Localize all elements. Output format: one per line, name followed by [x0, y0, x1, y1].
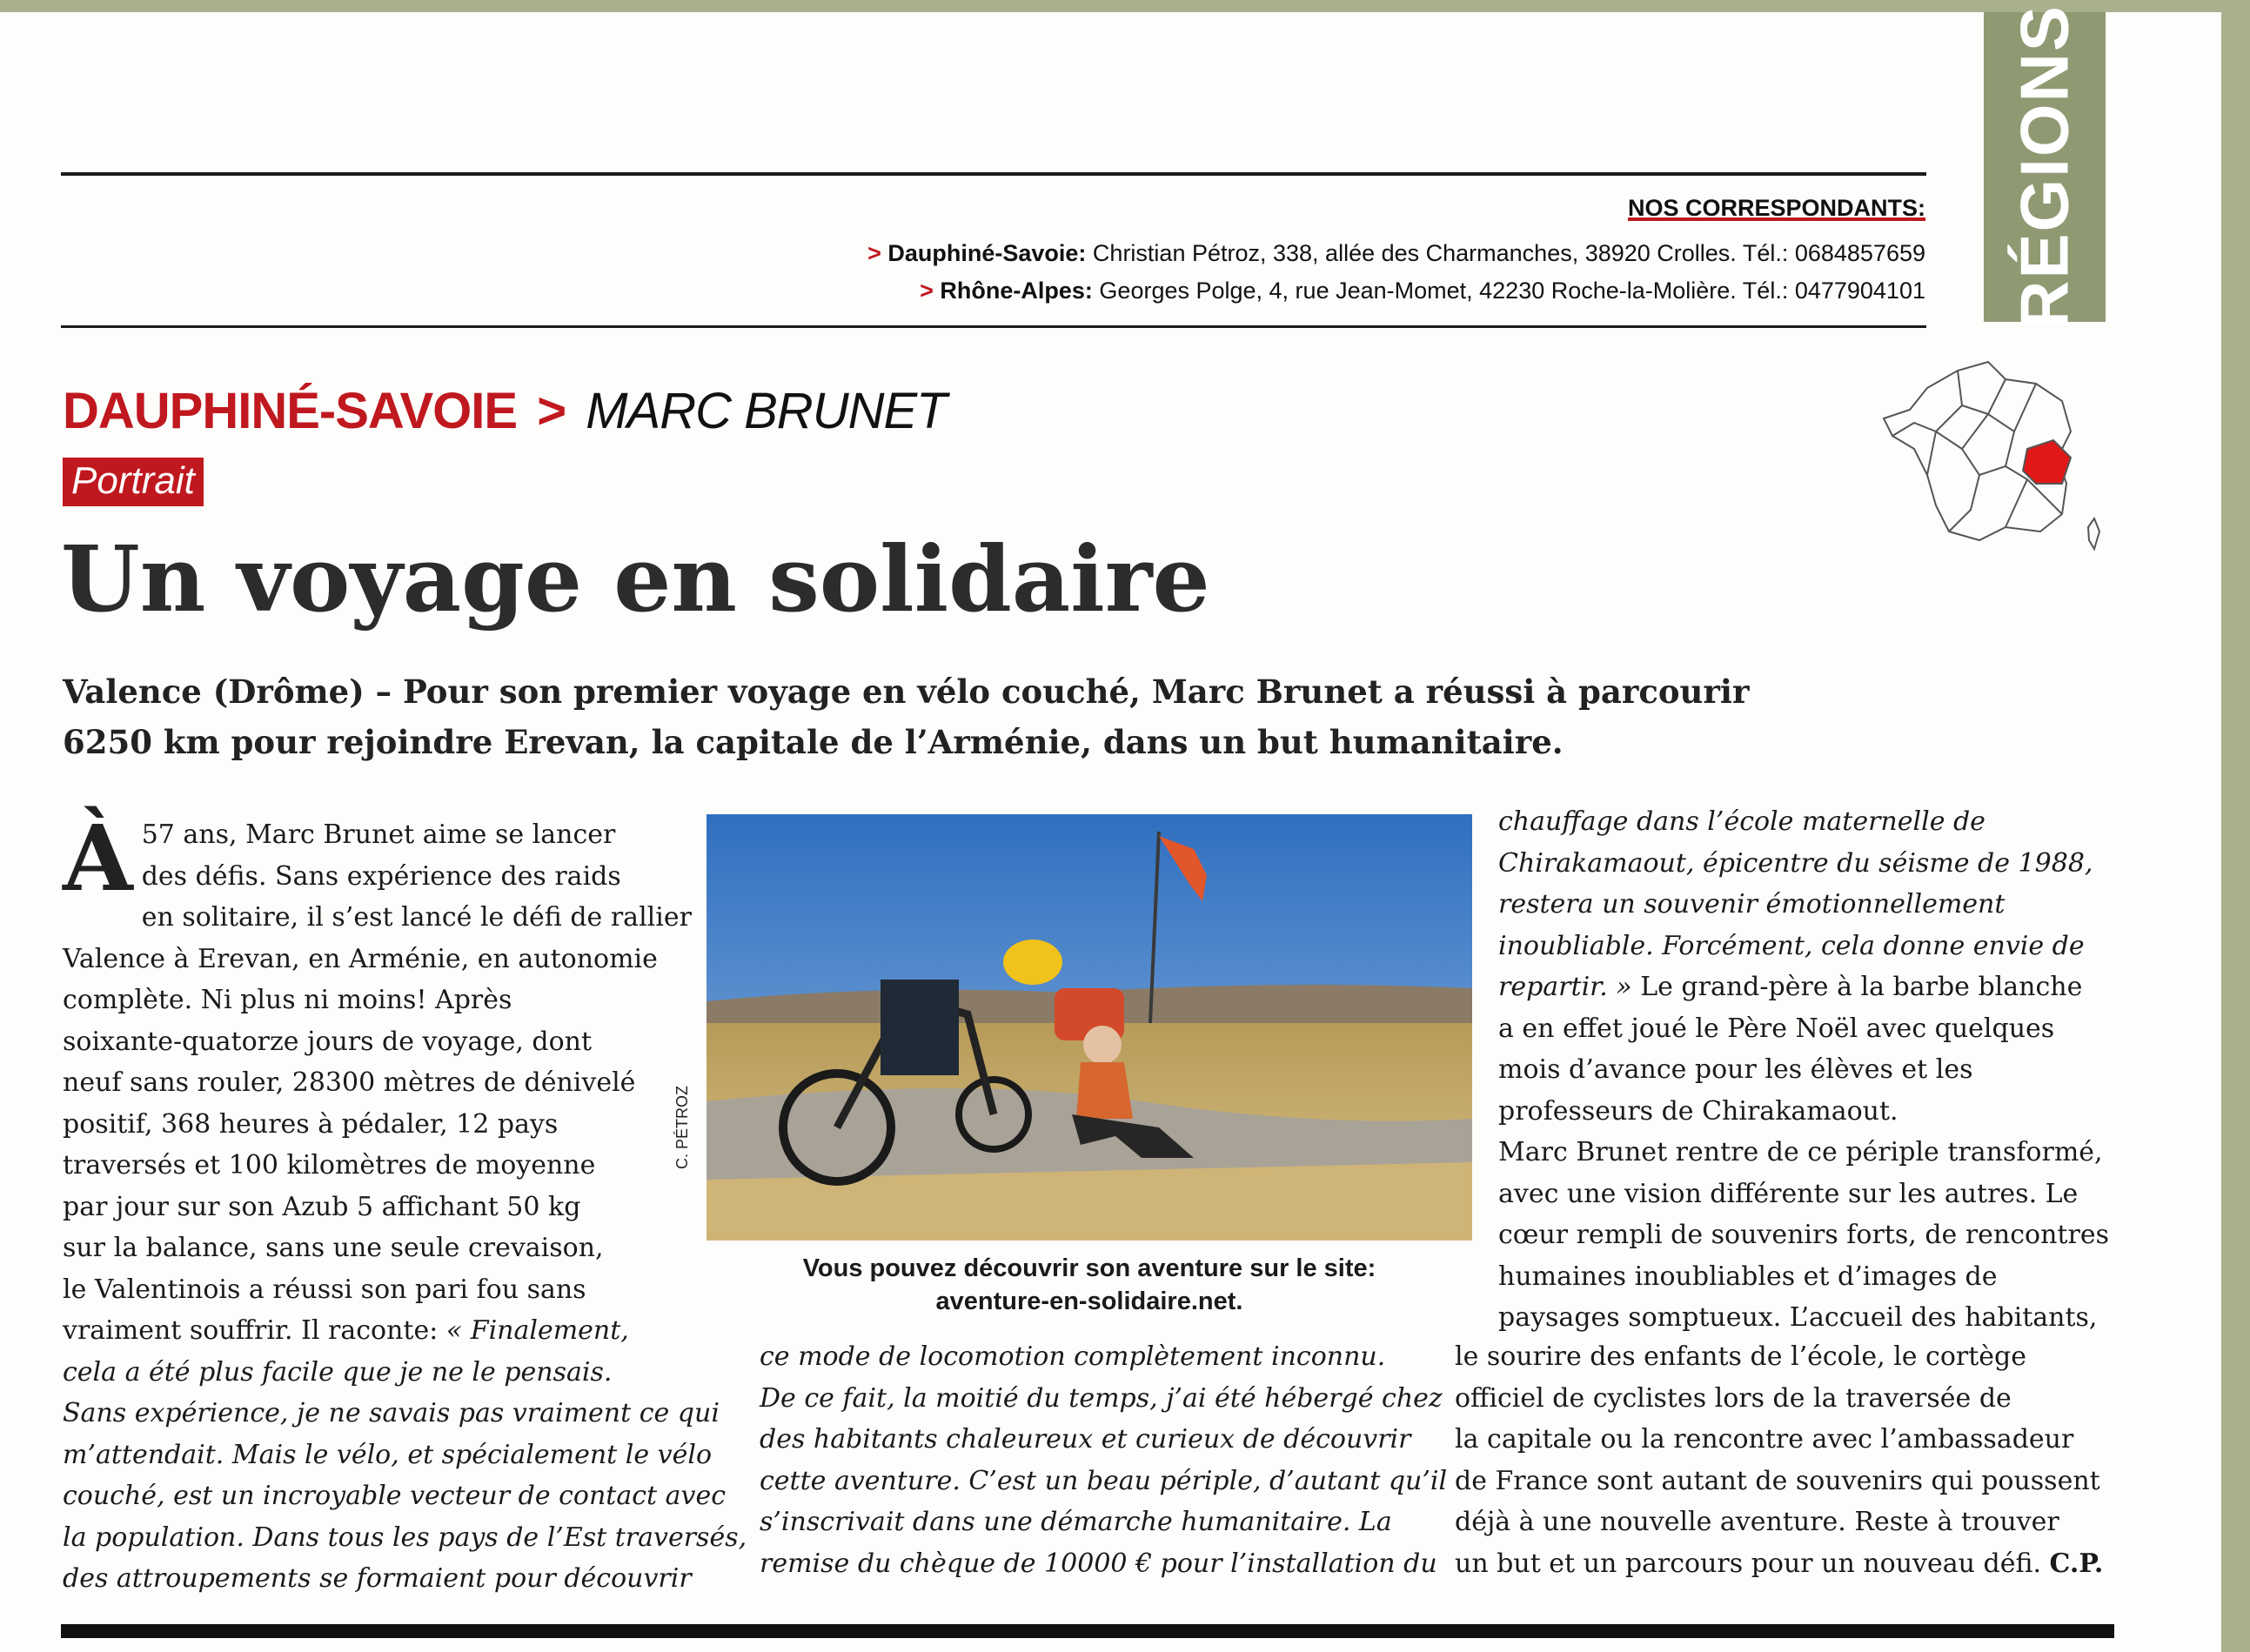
- quote-line: la population. Dans tous les pays de l’Est traversés,: [63, 1522, 747, 1553]
- article-column-3-continued: [1455, 1336, 2142, 1584]
- quote-line: inoubliable. Forcément, cela donne envie de: [1498, 930, 2085, 961]
- quote-line: Sans expérience, je ne savais pas vraiment ce qui: [63, 1398, 720, 1428]
- article-column-3: [1498, 801, 2125, 1339]
- body-line: déjà à une nouvelle aventure. Reste à trouver: [1455, 1507, 2059, 1537]
- body-line: Marc Brunet rentre de ce périple transformé,: [1498, 1137, 2103, 1167]
- quote-line: De ce fait, la moitié du temps, j’ai été hébergé chez: [760, 1382, 1443, 1414]
- quote-line: s’inscrivait dans une démarche humanitaire. La: [760, 1507, 1392, 1537]
- quote-text: « Finalement,: [445, 1315, 629, 1346]
- correspondent-region: Rhône-Alpes:: [940, 278, 1093, 304]
- body-line: Valence à Erevan, en Arménie, en autonomie: [63, 943, 658, 974]
- quote-line: m’attendait. Mais le vélo, et spécialement le vélo: [63, 1439, 713, 1470]
- body-line: a en effet joué le Père Noël avec quelques: [1498, 1013, 2055, 1044]
- correspondents-heading: NOS CORRESPONDANTS:: [1627, 195, 1925, 221]
- body-line: [1455, 1543, 2142, 1585]
- arrow-icon: >: [867, 240, 881, 266]
- france-map-icon: [1875, 353, 2101, 553]
- body-line: professeurs de Chirakamaout.: [1498, 1095, 1898, 1127]
- body-line: des défis. Sans expérience des raids: [141, 860, 621, 892]
- section-tab: [1984, 4, 2106, 330]
- quote-line: ce mode de locomotion complètement inconnu.: [760, 1341, 1386, 1372]
- caption-link[interactable]: aventure-en-solidaire.net.: [935, 1287, 1243, 1315]
- section-tab-label: RÉGIONS: [2006, 4, 2083, 330]
- body-line: de France sont autant de souvenirs qui poussent: [1455, 1465, 2100, 1496]
- quote-line: couché, est un incroyable vecteur de contact avec: [63, 1481, 727, 1511]
- body-line: la capitale ou la rencontre avec l’ambassadeur: [1455, 1424, 2074, 1455]
- body-text: vraiment souffrir. Il raconte:: [63, 1315, 446, 1346]
- body-line: traversés et 100 kilomètres de moyenne: [63, 1150, 596, 1180]
- quote-line: remise du chèque de 10000 € pour l’installation du: [760, 1548, 1437, 1579]
- bottom-rule: [61, 1624, 2114, 1638]
- quote-line: chauffage dans l’école maternelle de: [1498, 806, 1985, 837]
- article-column-2: [760, 1336, 1448, 1584]
- kicker-name: MARC BRUNET: [586, 383, 947, 439]
- correspondent-details: Georges Polge, 4, rue Jean-Momet, 42230 Roche-la-Molière. Tél.: 0477904101: [1092, 278, 1925, 304]
- body-line: 57 ans, Marc Brunet aime se lancer: [141, 819, 616, 850]
- body-line: paysages somptueux. L’accueil des habitants,: [1498, 1302, 2098, 1333]
- body-line: officiel de cyclistes lors de la traversée de: [1455, 1382, 2012, 1414]
- kicker-arrow-icon: >: [537, 383, 566, 439]
- quote-text: repartir. »: [1498, 972, 1632, 1002]
- body-line: soixante-quatorze jours de voyage, dont: [63, 1026, 593, 1057]
- photo-caption: [706, 1252, 1472, 1318]
- author-signature: C.P.: [2049, 1548, 2104, 1579]
- body-line: avec une vision différente sur les autres. Le: [1498, 1178, 2079, 1209]
- body-line: [63, 1310, 724, 1352]
- top-rule: [61, 172, 1926, 176]
- photo-credit: C. PÉTROZ: [673, 1085, 691, 1169]
- body-line: complète. Ni plus ni moins! Après: [63, 985, 512, 1015]
- body-line: le Valentinois a réussi son pari fou sans: [63, 1274, 586, 1305]
- quote-line: Chirakamaout, épicentre du séisme de 1988,: [1498, 847, 2093, 879]
- correspondent-details: Christian Pétroz, 338, allée des Charmanches, 38920 Crolles. Tél.: 0684857659: [1086, 240, 1925, 266]
- body-line: le sourire des enfants de l’école, le cortège: [1455, 1341, 2027, 1372]
- article-photo: [706, 814, 1472, 1241]
- magazine-page: [0, 4, 2221, 1652]
- article-column-1: [63, 805, 747, 1600]
- arrow-icon: >: [920, 278, 934, 304]
- header-rule: [61, 325, 1926, 328]
- body-line: neuf sans rouler, 28300 mètres de dénivelé: [63, 1067, 636, 1098]
- body-line: mois d’avance pour les élèves et les: [1498, 1054, 1973, 1085]
- caption-line: Vous pouvez découvrir son aventure sur le site:: [802, 1254, 1376, 1282]
- quote-line: cette aventure. C’est un beau périple, d’autant qu’il: [760, 1465, 1448, 1496]
- article-standfirst: Valence (Drôme) – Pour son premier voyage en vélo couché, Marc Brunet a réussi à parcourir 6250 km pour rejoindre Erevan, la capitale de l’Arménie, dans un but humanitaire.: [63, 672, 1750, 761]
- article-kicker: [63, 382, 947, 440]
- kicker-region: DAUPHINÉ-SAVOIE: [63, 383, 518, 439]
- body-line: humaines inoubliables et d’images de: [1498, 1261, 1998, 1292]
- body-line: positif, 368 heures à pédaler, 12 pays: [63, 1108, 559, 1140]
- body-line: en solitaire, il s’est lancé le défi de rallier: [141, 902, 692, 933]
- body-line: [1498, 966, 2125, 1008]
- article-headline: Un voyage en solidaire: [61, 525, 1210, 632]
- rubric-label: Portrait: [63, 458, 204, 506]
- quote-line: des habitants chaleureux et curieux de découvrir: [760, 1424, 1411, 1455]
- correspondent-entry: [867, 240, 1925, 267]
- quote-line: restera un souvenir émotionnellement: [1498, 889, 2006, 920]
- correspondent-region: Dauphiné-Savoie:: [887, 240, 1087, 266]
- body-text: un but et un parcours pour un nouveau défi.: [1455, 1548, 2050, 1579]
- correspondent-entry: [920, 278, 1925, 304]
- body-line: sur la balance, sans une seule crevaison,: [63, 1233, 604, 1263]
- body-line: par jour sur son Azub 5 affichant 50 kg: [63, 1191, 581, 1222]
- body-line: cœur rempli de souvenirs forts, de rencontres: [1498, 1220, 2109, 1250]
- body-text: Le grand-père à la barbe blanche: [1631, 972, 2083, 1002]
- drop-cap: À: [63, 805, 133, 912]
- quote-line: cela a été plus facile que je ne le pensais.: [63, 1356, 613, 1388]
- quote-line: des attroupements se formaient pour découvrir: [63, 1563, 692, 1594]
